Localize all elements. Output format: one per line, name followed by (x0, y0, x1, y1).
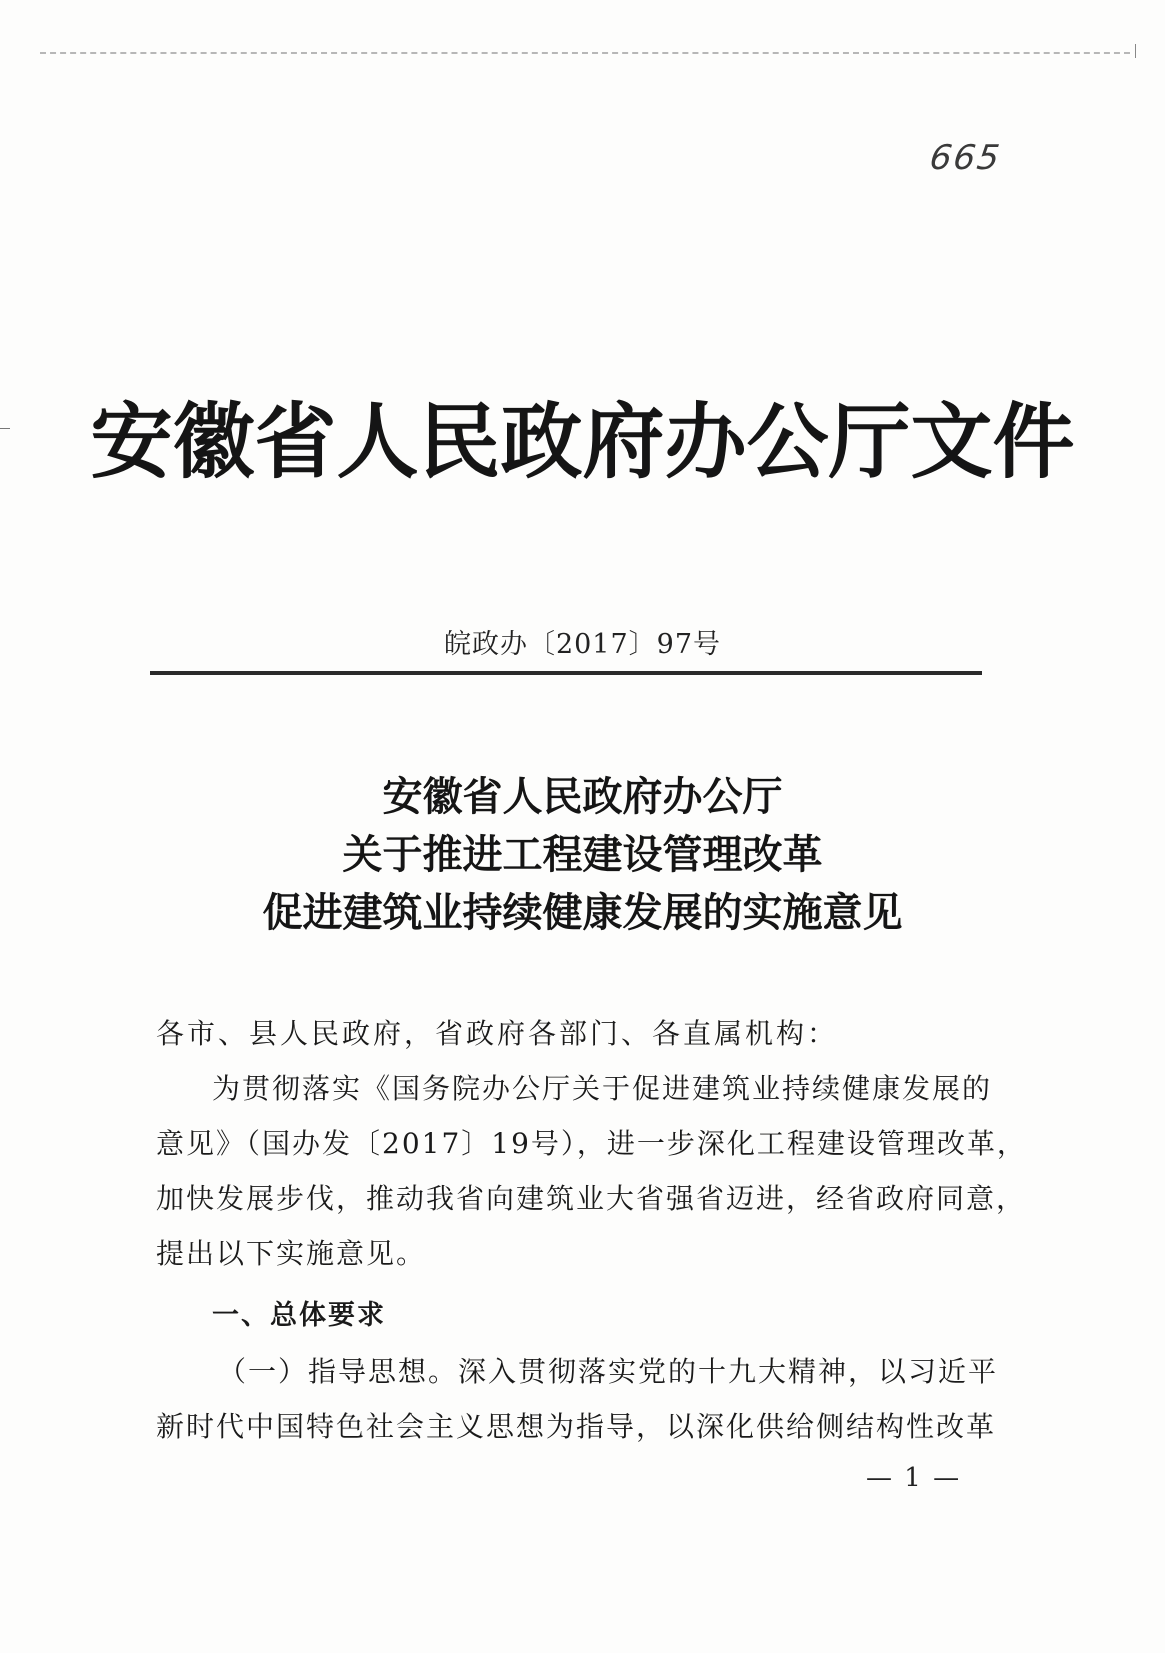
document-title (0, 768, 1165, 942)
intro-paragraph-line-2: 意见》（国办发〔2017〕19号），进一步深化工程建设管理改革， (156, 1127, 1027, 1160)
title-line-3: 促进建筑业持续健康发展的实施意见 (262, 889, 903, 936)
addressee-line: 各市、县人民政府，省政府各部门、各直属机构： (156, 1017, 839, 1050)
title-line-1: 安徽省人民政府办公厅 (382, 773, 783, 820)
scan-artifact-top-line (40, 52, 1130, 54)
scan-artifact-tick (1135, 44, 1136, 58)
page-number: — 1 — (866, 1463, 962, 1493)
document-number: 皖政办〔2017〕97号 (443, 629, 722, 660)
guiding-paragraph-line-1: （一）指导思想。深入贯彻落实党的十九大精神，以习近平 (218, 1355, 999, 1388)
header-divider-rule (150, 671, 982, 675)
guiding-paragraph-line-2: 新时代中国特色社会主义思想为指导，以深化供给侧结构性改革 (156, 1410, 997, 1443)
title-line-2: 关于推进工程建设管理改革 (342, 831, 823, 878)
intro-paragraph-line-3: 加快发展步伐，推动我省向建筑业大省强省迈进，经省政府同意， (156, 1182, 1027, 1215)
intro-paragraph-line-4: 提出以下实施意见。 (156, 1237, 427, 1270)
section-heading-general-requirements: 一、总体要求 (212, 1300, 386, 1331)
handwritten-note: 665 (927, 138, 1004, 178)
intro-paragraph-line-1: 为贯彻落实《国务院办公厅关于促进建筑业持续健康发展的 (212, 1072, 993, 1105)
masthead-title: 安徽省人民政府办公厅文件 (90, 394, 1075, 490)
